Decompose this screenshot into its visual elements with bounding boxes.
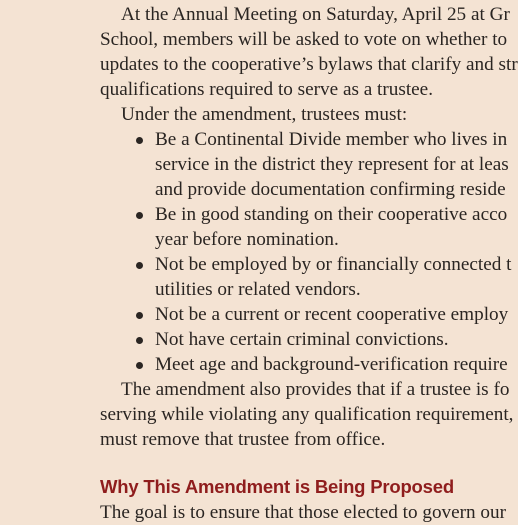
list-item-line: Meet age and background-verification require — [155, 354, 508, 375]
list-item — [100, 202, 511, 252]
list-item — [100, 352, 511, 377]
intro-line: qualifications required to serve as a trustee. — [100, 79, 433, 100]
list-item-line: and provide documentation confirming reside — [155, 179, 506, 200]
section-heading: Why This Amendment is Being Proposed — [100, 476, 454, 497]
list-item-line: Not be employed by or financially connected t — [155, 254, 512, 275]
intro-paragraph — [100, 2, 518, 127]
intro-line: School, members will be asked to vote on whether to — [100, 29, 508, 50]
list-item-line: utilities or related vendors. — [155, 279, 361, 300]
list-item — [100, 252, 511, 302]
trustee-requirements-list — [100, 127, 511, 377]
list-item — [100, 302, 511, 327]
intro-line: updates to the cooperative’s bylaws that clarify and str — [100, 54, 518, 75]
intro-line: At the Annual Meeting on Saturday, April 25 at Gr — [121, 4, 510, 25]
closing-paragraph — [100, 377, 513, 452]
list-item-line: service in the district they represent for at leas — [155, 154, 509, 175]
amendment-lead: Under the amendment, trustees must: — [121, 104, 408, 125]
bullet-icon — [136, 262, 143, 269]
list-item-line: Be a Continental Divide member who lives in — [155, 129, 508, 150]
bullet-icon — [136, 212, 143, 219]
cut-off-line: The goal is to ensure that those elected to govern our — [100, 502, 507, 523]
bullet-icon — [136, 312, 143, 319]
list-item-line: Be in good standing on their cooperative acco — [155, 204, 508, 225]
closing-line: must remove that trustee from office. — [100, 429, 386, 450]
list-item-line: year before nomination. — [155, 229, 339, 250]
closing-line: serving while violating any qualification requirement, — [100, 404, 514, 425]
list-item-line: Not have certain criminal convictions. — [155, 329, 449, 350]
bullet-icon — [136, 137, 143, 144]
bullet-icon — [136, 362, 143, 369]
list-item — [100, 127, 511, 202]
bullet-icon — [136, 337, 143, 344]
list-item — [100, 327, 511, 352]
list-item-line: Not be a current or recent cooperative employ — [155, 304, 509, 325]
closing-line: The amendment also provides that if a trustee is fo — [121, 379, 510, 400]
